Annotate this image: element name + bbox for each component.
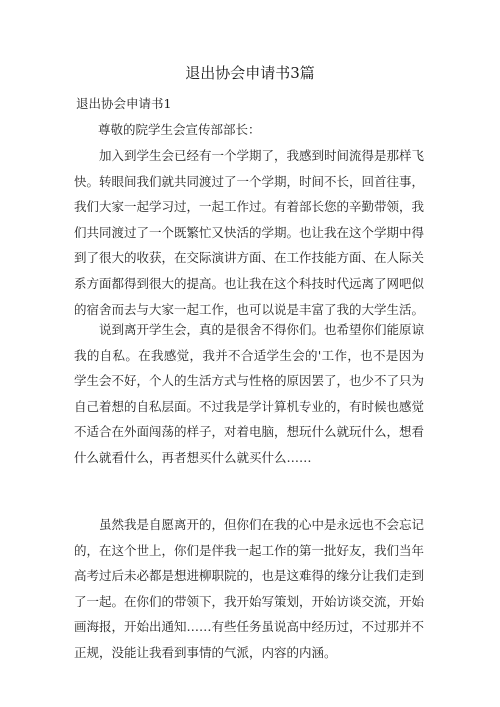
salutation-line: 尊敬的院学生会宣传部部长： bbox=[98, 122, 261, 137]
document-title: 退出协会申请书3篇 bbox=[185, 64, 315, 82]
body-paragraph: 说到离开学生会，真的是很舍不得你们。也希望你们能原谅我的自私。在我感觉，我并不合适学生会的'工作，也不是因为学生会不好，个人的生活方式与性格的原因罢了，也少不了只为自己着想的自私层面。不过我是学计算机专业的，有时候也感觉不适合在外面闯荡的样子，对着电脑，想玩什么就玩什么，想看什么就看什么，再者想买什么就买什么…… bbox=[74, 322, 425, 465]
body-paragraph: 虽然我是自愿离开的，但你们在我的心中是永远也不会忘记的，在这个世上，你们是伴我一起工作的第一批好友，我们当年高考过后未必都是想进柳职院的，也是这难得的缘分让我们走到了一起。在你们的带领下，我开始写策划，开始访谈交流，开始画海报，开始出通知……有些任务虽说高中经历过，不过那并不正规，没能让我看到事情的气派，内容的内涵。 bbox=[74, 517, 425, 660]
body-paragraph: 加入到学生会已经有一个学期了，我感到时间流得是那样飞快。转眼间我们就共同渡过了一个学期，时间不长，回首往事，我们大家一起学习过，一起工作过。有着部长您的辛勤带领，我们共同渡过了一个既繁忙又快活的学期。也让我在这个学期中得到了很大的收获，在交际演讲方面、在工作技能方面、在人际关系方面都得到很大的提高。也让我在这个科技时代远离了网吧似的宿舍而去与大家一起工作，也可以说是丰富了我的大学生活。 bbox=[74, 148, 425, 317]
section-subtitle: 退出协会申请书1 bbox=[76, 96, 172, 111]
